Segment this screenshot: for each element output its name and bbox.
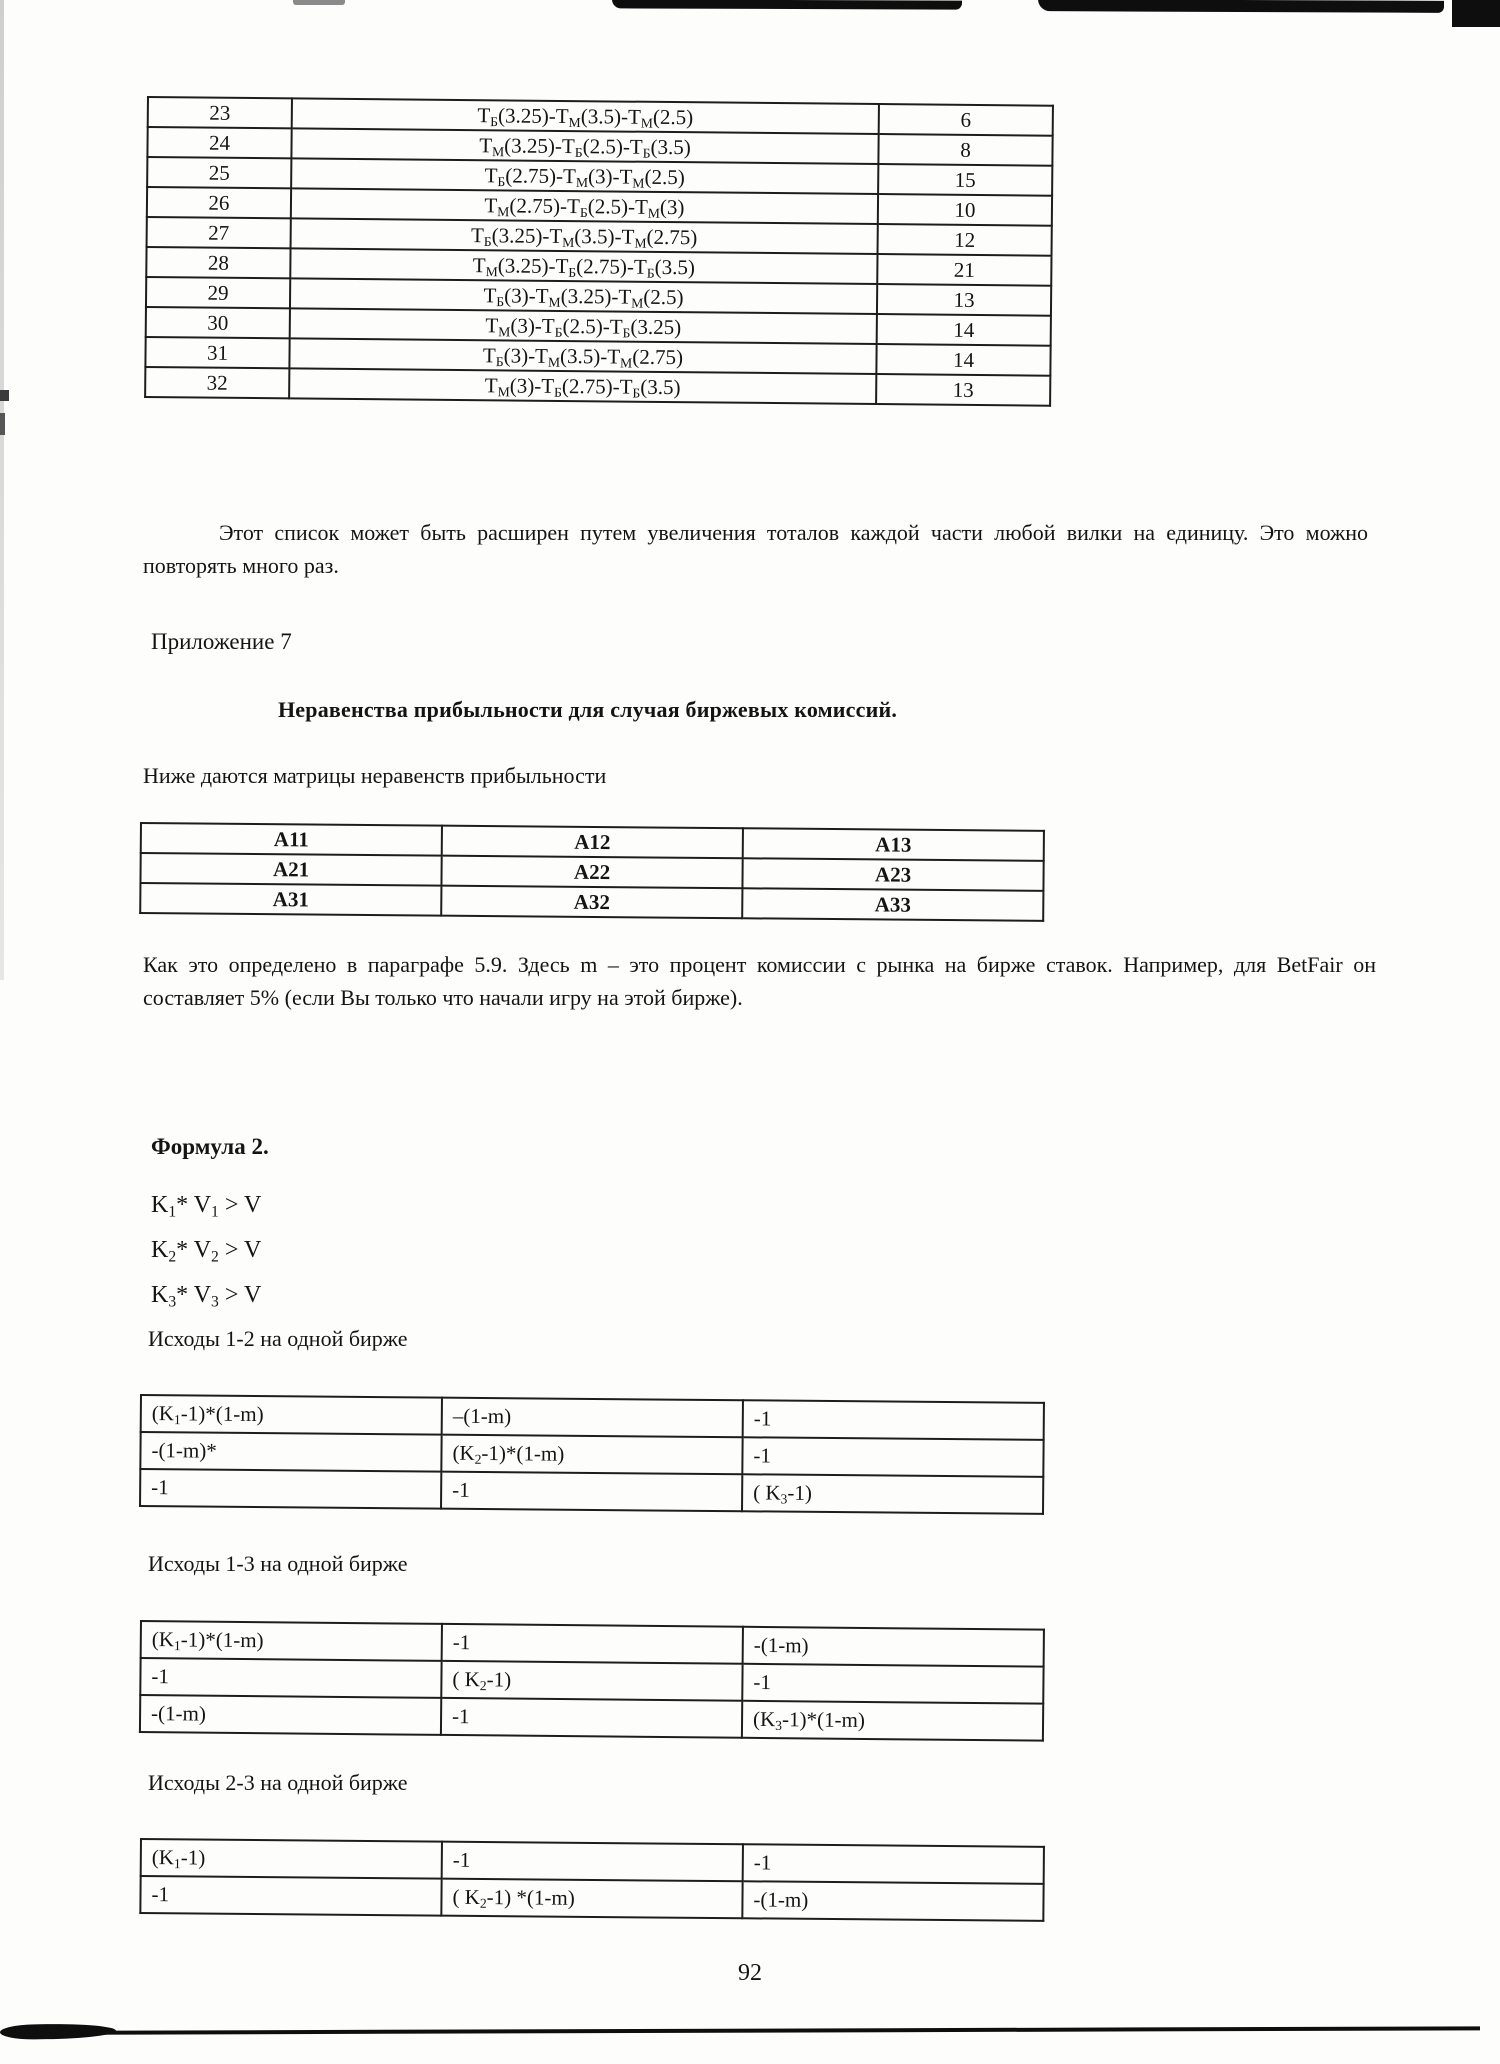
scan-artifact-top-band [612,0,962,10]
row-number-cell: 29 [146,277,290,308]
appendix-heading: Неравенства прибыльности для случая биржевых комиссий. [278,697,898,722]
scan-artifact-left-dash [0,390,9,401]
matrix-cell: A32 [441,886,742,919]
matrix-cell: $(K_3-1)*(1-m)$ [742,1701,1043,1741]
matrix-cell: -1 [743,1400,1044,1440]
scan-artifact-bottom-blob [0,2023,116,2040]
formula2-line: $K_3*$ $V_3 > V$ [151,1282,262,1311]
outcome-23-label: Исходы 2-3 на одной бирже [148,1770,408,1795]
formula2-line: $K_2*$ $V_2 > V$ [151,1237,262,1266]
matrix-cell: -1 [140,1469,441,1509]
matrix-cell: A21 [140,853,441,886]
totals-table-body [145,97,1053,406]
matrix-cell: A12 [442,826,743,859]
scan-artifact-top-band [1038,0,1444,13]
row-number-cell: 25 [147,157,291,188]
expansion-paragraph: Этот список может быть расширен путем увеличения тоталов каждой части любой вилки на единицу. Это можно повторять много раз. [143,520,1368,578]
value-cell: 6 [879,104,1053,136]
matrix-cell: $(K_2-1)*(1-m)$ [441,1435,742,1475]
matrix-cell: -1 [742,1437,1043,1477]
totals-table [144,96,1054,407]
table-row [140,1469,1043,1514]
matrix-cell: -1 [442,1842,743,1882]
formula-cell: $Т_М(3.25)-Т_Б(2.5)-Т_Б(3.5)$ [291,128,878,164]
matrix-cell: -(1-m)* [140,1432,441,1472]
commission-paragraph: Как это определено в параграфе 5.9. Здесь m – это процент комиссии с рынка на бирже ставок. Например, для BetFair он составляет 5% (если Вы только что начали игру на этой бирже). [143,952,1376,1010]
table-row [140,1695,1043,1741]
value-cell: 10 [878,194,1052,226]
matrix-cell: $(K_1-1)*(1-m)$ [141,1621,442,1661]
row-number-cell: 31 [145,337,289,368]
value-cell: 14 [876,344,1050,376]
matrix-cell: A31 [140,883,441,916]
formula-cell: $Т_Б(3)-Т_М(3.25)-Т_М(2.5)$ [290,278,877,314]
matrix-cell: A13 [743,828,1044,861]
value-cell: 12 [878,224,1052,256]
matrix-cell: –(1-m) [442,1398,743,1438]
a-matrix-body [140,823,1044,921]
row-number-cell: 24 [147,127,291,158]
matrix-cell: -1 [140,1876,441,1916]
row-number-cell: 23 [148,97,292,128]
matrix-cell: A23 [742,858,1043,891]
scan-artifact-corner-blob [1452,0,1500,27]
formula-cell: $Т_Б(2.75)-Т_М(3)-Т_М(2.5)$ [291,158,878,194]
formula-cell: $Т_М(3)-Т_Б(2.75)-Т_Б(3.5)$ [289,368,876,404]
matrix-cell: ( $K_2-1$) [441,1661,742,1701]
outcome-13-body [140,1621,1044,1741]
matrix-cell: ( $K_3-1$) [742,1474,1043,1514]
matrix-cell: $(K_1-1)$ [141,1839,442,1879]
matrix-cell: -1 [140,1658,441,1698]
matrix-cell: A22 [441,856,742,889]
scan-artifact-top-dash [293,0,345,5]
formula-cell: $Т_Б(3)-Т_М(3.5)-Т_М(2.75)$ [289,338,876,374]
matrices-intro: Ниже даются матрицы неравенств прибыльности [143,763,607,788]
value-cell: 13 [876,374,1050,406]
matrix-cell: -(1-m) [140,1695,441,1735]
formula-cell: $Т_М(2.75)-Т_Б(2.5)-Т_М(3)$ [291,188,878,224]
row-number-cell: 28 [146,247,290,278]
outcome-12-body [140,1395,1044,1514]
formula-cell: $Т_М(3.25)-Т_Б(2.75)-Т_Б(3.5)$ [290,248,877,284]
outcome-12-table [139,1394,1045,1515]
matrix-cell: -1 [743,1844,1044,1884]
formula2-line: $K_1*$ $V_1 > V$ [151,1192,262,1221]
matrix-cell: $(K_1-1)*(1-m)$ [141,1395,442,1435]
row-number-cell: 27 [147,217,291,248]
table-row [140,1876,1043,1921]
value-cell: 15 [878,164,1052,196]
row-number-cell: 32 [145,367,289,398]
matrix-cell: -(1-m) [743,1627,1044,1667]
formula2-lines [151,1183,261,1318]
matrix-cell: -1 [442,1624,743,1664]
scan-artifact-bottom-line [2,2026,1480,2035]
page-number: 92 [738,1960,762,1986]
outcome-23-body [140,1839,1044,1921]
formula2-title: Формула 2. [151,1134,269,1159]
formula-cell: $Т_М(3)-Т_Б(2.5)-Т_Б(3.25)$ [290,308,877,344]
matrix-cell: -1 [441,1472,742,1512]
outcome-23-table [139,1838,1045,1922]
scan-artifact-left-dash [0,413,5,435]
a-matrix-table [139,822,1045,922]
matrix-cell: -1 [742,1664,1043,1704]
row-number-cell: 26 [147,187,291,218]
formula-cell: $Т_Б(3.25)-Т_М(3.5)-Т_М(2.75)$ [291,218,878,254]
appendix-label: Приложение 7 [151,629,292,654]
value-cell: 13 [877,284,1051,316]
formula-cell: $Т_Б(3.25)-Т_М(3.5)-Т_М(2.5)$ [292,98,879,134]
matrix-cell: -(1-m) [742,1881,1043,1921]
outcome-12-label: Исходы 1-2 на одной бирже [148,1326,408,1351]
outcome-13-table [139,1620,1045,1742]
value-cell: 14 [877,314,1051,346]
matrix-cell: ( $K_2-1$) *(1-m) [441,1879,742,1919]
matrix-cell: A33 [742,888,1043,921]
matrix-cell: -1 [441,1698,742,1738]
scan-edge-strip [0,0,4,980]
value-cell: 8 [878,134,1052,166]
row-number-cell: 30 [146,307,290,338]
value-cell: 21 [877,254,1051,286]
outcome-13-label: Исходы 1-3 на одной бирже [148,1551,408,1576]
matrix-cell: A11 [141,823,442,856]
